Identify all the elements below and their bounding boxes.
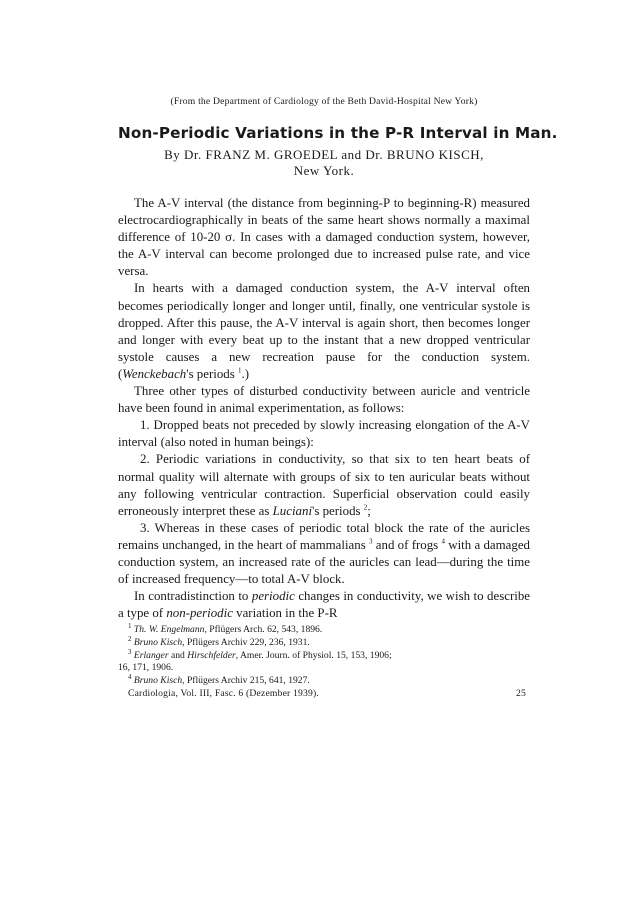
footnote-author: Bruno Kisch (133, 674, 183, 686)
department-line: (From the Department of Cardiology of the Beth David-Hospital New York) (170, 96, 478, 107)
text-run: In hearts with a damaged conduction system, the A-V interval often becomes periodically longer and longer until, finally, one ventricular systole is dropped. After this pause, the A-V interval is again short, then becomes longer and longer with every beat up to the instant that a new dropped ventricular systole causes a new recreation pause for the conduction system. ( (118, 281, 530, 381)
text-run: 3. Whereas in these cases of periodic total block the rate of the auricles remains unchanged, in the heart of mammalians (118, 520, 530, 552)
footnote-ref: 1 (237, 366, 242, 375)
text-run: .) (241, 366, 249, 381)
text-run: In contradistinction to (134, 589, 252, 604)
byline (118, 147, 530, 179)
footnote-text: , Pflügers Archiv 229, 236, 1931. (182, 636, 310, 648)
footnote-ref: 4 (441, 537, 445, 546)
page-number: 25 (516, 688, 526, 700)
text-run: 's periods (312, 503, 364, 518)
journal-footer (118, 688, 530, 699)
author-reference: Wenckebach (122, 366, 187, 381)
text-run: variation in the P-R (232, 606, 338, 621)
text-run: 's periods (186, 366, 238, 381)
author-line: By Dr. FRANZ M. GROEDEL and Dr. BRUNO KISCH, (164, 147, 484, 162)
text-run: changes in conductivity, we wish to describe a type of (118, 589, 530, 621)
footnote-text: , Pflügers Arch. 62, 543, 1896. (204, 624, 323, 636)
footnote-2 (118, 634, 530, 650)
footnote-author: Th. W. Engelmann (133, 624, 205, 636)
footnote-3-continued: 16, 171, 1906. (118, 662, 174, 674)
paragraph-3: Three other types of disturbed conductivity between auricle and ventricle have been found in animal experimentation, as follows: (118, 384, 530, 416)
paragraph-1: The A-V interval (the distance from beginning-P to beginning-R) measured electrocardiographically in beats of the same heart shows normally a maximal difference of 10-20 σ. In cases with a damaged conduction system, however, the A-V interval can become prolonged due to increased pulse rate, and vice versa. (118, 196, 530, 279)
footnote-number: 4 (128, 672, 132, 681)
footnote-text: , Pflügers Archiv 215, 641, 1927. (182, 674, 310, 686)
footnote-ref: 2 (363, 503, 368, 512)
emphasis: periodic (251, 589, 295, 604)
author-reference: Luciani (272, 503, 313, 518)
location-line: New York. (293, 163, 355, 178)
article-body (118, 195, 530, 622)
paragraph-7 (118, 588, 530, 622)
journal-citation: Cardiologia, Vol. III, Fasc. 6 (Dezember 1939). (128, 688, 320, 700)
text-run: 2. Periodic variations in conductivity, so that six to ten heart beats of normal quality will alternate with groups of six to ten auricular beats without any following ventricular contraction. Superficial observation could easily erroneously interpret these as (118, 452, 530, 518)
footnote-3 (118, 647, 530, 663)
text-run: ; (367, 503, 371, 518)
paragraph-2 (118, 280, 530, 383)
article-title: Non-Periodic Variations in the P-R Interval in Man. (118, 124, 558, 142)
footnote-author: Erlanger (133, 649, 169, 661)
emphasis: non-periodic (166, 606, 233, 621)
footnote-ref: 3 (369, 537, 373, 546)
text-run: with a damaged conduction system, an increased rate of the auricles can lead—during the time of increased frequency—to total A-V block. (118, 537, 530, 587)
text-run: and of frogs (372, 537, 442, 552)
list-item-1: 1. Dropped beats not preceded by slowly increasing elongation of the A-V interval (also noted in human beings): (118, 418, 530, 450)
article-page (118, 96, 558, 700)
footnotes (118, 624, 530, 687)
footnote-number: 1 (128, 622, 132, 631)
footnote-text: and (168, 649, 188, 661)
footnote-number: 3 (128, 647, 132, 656)
list-item-2 (118, 451, 530, 519)
footnote-author: Bruno Kisch (133, 636, 183, 648)
footnote-1 (118, 624, 530, 637)
list-item-3 (118, 520, 530, 588)
footnote-number: 2 (128, 634, 132, 643)
footnote-4 (118, 672, 530, 688)
footnote-author: Hirschfelder (187, 649, 236, 661)
footnote-text: , Amer. Journ. of Physiol. 15, 153, 1906; (235, 649, 392, 661)
